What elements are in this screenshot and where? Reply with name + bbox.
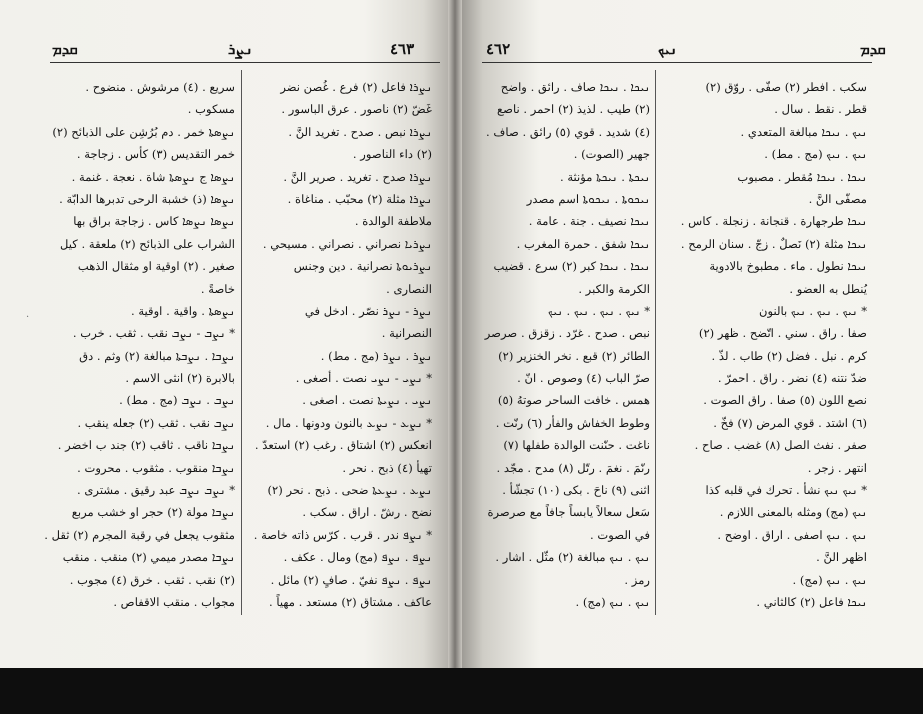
dictionary-entry-line: ܢܨܣܬܐ . واقية . اوقية . — [130, 303, 235, 318]
dictionary-entry-line: الطائر (٢) قبع . نخر الخنزير (٢) — [498, 348, 650, 363]
dictionary-entry-line: ܢܝܟܐ شفق . حمرة المغرب . — [516, 236, 650, 251]
left-page-column-divider — [241, 70, 242, 615]
right-page-column-divider — [655, 70, 656, 615]
dictionary-entry-line: ضدّ نتنه (٤) نضر . راق . احمرّ . — [717, 371, 867, 386]
dictionary-entry-line: ܢܝܟ . ܢܝܟ (مج . مط) . — [764, 147, 867, 162]
dictionary-entry-line: كرم . نبل . فضل (٢) طاب . لذّ . — [711, 348, 867, 363]
dictionary-entry-line: * ܢܨܒ - ܢܨܒ نقب . ثقب . خرب . — [72, 326, 235, 341]
dictionary-entry-line: النصرانية . — [381, 326, 432, 341]
dictionary-entry-line: قطر . نقط . سال . — [774, 102, 867, 117]
dictionary-entry-line: ܢܨܪܐ صدح . تغريد . صرير النَّ . — [283, 169, 432, 184]
dictionary-entry-line: ܢܨܣܬܐ خمر . دم بُرُشِن على الذبائح (٢) — [52, 124, 235, 139]
right-page-running-head-center: ܢܝܟ — [658, 40, 678, 58]
margin-mark: · — [26, 312, 30, 323]
book-gutter — [448, 0, 462, 668]
dictionary-entry-line: (٦) اشتد . قوي المرض (٧) فخّ . — [713, 415, 867, 430]
dictionary-entry-line: ܢܨܣܐ ܢܨܣܐ كاس . زجاجة براق بها — [73, 214, 235, 229]
dictionary-entry-line: غَضّ (٢) ناصور . عرق الباسور . — [281, 102, 432, 117]
right-page-left-column — [480, 76, 650, 613]
left-page-running-head-outer: ܩܕܡ — [52, 40, 78, 58]
right-page-number: ٤٦٢ — [486, 40, 511, 58]
right-page-right-column — [662, 76, 867, 613]
dictionary-entry-line: ناغت . حنّنت الوالدة طفلها (٧) — [503, 438, 650, 453]
dictionary-entry-line: ܢܝܟ (مج) ومثله بالمعنى اللازم . — [719, 505, 867, 520]
left-page-running-head-center: ܢܨܪ — [228, 40, 253, 58]
dictionary-entry-line: ܢܨܪܝܘܬܐ نصرانية . دين وجنس — [293, 259, 432, 274]
dictionary-entry-line: (٢) داء الناصور . — [352, 147, 432, 162]
dictionary-entry-line: ܢܝܟܐ مثلة (٢) نَصلٌ . زجّ . سنان الرمح . — [680, 236, 867, 251]
dictionary-entry-line: مجواب . منقب الاقفاص . — [113, 594, 235, 609]
dictionary-entry-line: ܢܨܪܐ نبص . صدح . تغريد النَّ . — [288, 124, 432, 139]
dictionary-entry-line: ܢܨܝ . ܢܨܝܬܐ نصت . اصغى . — [302, 393, 432, 408]
dictionary-entry-line: ܢܨܪܐ مثلة (٢) محبّب . مناغاة . — [287, 191, 432, 206]
dictionary-entry-line: ܢܝܟܐ نصيف . جنة . عامة . — [528, 214, 650, 229]
dictionary-entry-line: مثقوب يجعل في رقبة المجرم (٢) ثقل . — [44, 527, 235, 542]
dictionary-entry-line: تهيأ (٤) ذبح . نحر . — [342, 460, 432, 475]
right-page-running-head-outer: ܩܕܡ — [860, 40, 886, 58]
dictionary-entry-line: صغير . (٢) اوقية او مثقال الذهب — [77, 259, 235, 274]
dictionary-entry-line: ܢܝܟ . ܢܝܟ (مج) . — [792, 572, 867, 587]
dictionary-entry-line: (٢) نقب . ثقب . خرق (٤) مجوب . — [69, 572, 235, 587]
left-page-right-column — [247, 76, 432, 613]
dictionary-entry-line: ܢܨܦ . ܢܨܦ (مج) ومال . عكف . — [283, 550, 432, 565]
dictionary-entry-line: ܢܝܟ . ܢܝܟ (مج) . — [575, 594, 650, 609]
dictionary-entry-line: النصارى . — [386, 281, 432, 296]
dictionary-entry-line: * ܢܨܦ ندر . قرب . كرّس ذاته خاصة . — [253, 527, 432, 542]
dictionary-entry-line: ܢܝܟܐ نطول . ماء . مطبوخ بالادوية — [709, 259, 867, 274]
dictionary-entry-line: وطوط الخفاش والفأر (٦) رنّت . — [495, 415, 650, 430]
dictionary-entry-line: يُنطل به العضو . — [789, 281, 867, 296]
dictionary-entry-line: ܢܨܣܐ (ذ) خشبة الرحى تدبرها الدابّة . — [59, 191, 235, 206]
dictionary-entry-line: صفر . نفث الصل (٨) غضب . صاح . — [694, 438, 867, 453]
dictionary-entry-line: ܢܝܟܘܬܐ . ܢܝܟܘܬܐ اسم مصدر — [526, 191, 650, 206]
right-page-header-rule — [482, 62, 872, 63]
dictionary-entry-line: ܢܨܪܝܐ نصراني . نصراني . مسيحي . — [262, 236, 432, 251]
dictionary-entry-line: * ܢܨܥ - ܢܨܥ بالنون ودونها . مال . — [265, 415, 432, 430]
dictionary-entry-line: ܢܨܒܐ منقوب . مثقوب . محروت . — [77, 460, 235, 475]
dictionary-entry-line: سريع . (٤) مرشوش . منضوح . — [85, 80, 235, 94]
dictionary-entry-line: الشراب على الذبائح (٢) ملعقة . كيل — [60, 236, 235, 251]
dictionary-entry-line: جهير (الصوت) . — [573, 147, 650, 162]
dictionary-entry-line: مصفّى النَّ . — [808, 191, 867, 206]
dictionary-entry-line: عاكف . مشتاق (٢) مستعد . مهياً . — [268, 594, 432, 609]
dictionary-entry-line: صرّ الباب (٤) وصوص . انّ . — [517, 371, 650, 386]
dictionary-entry-line: * ܢܝܟ ܢܝܟ نشأ . تحرك في قلبه كذا — [705, 483, 867, 498]
dictionary-entry-line: ܢܝܟܐ فاعل (٢) كالثاني . — [756, 594, 867, 609]
dictionary-entry-line: الكرمة والكبر . — [578, 281, 650, 296]
dictionary-entry-line: سَعل سعالاً يابساً جافاً مع صرصرة — [487, 505, 650, 520]
dictionary-entry-line: ܢܨܣܐ ج ܢܨܣܬܐ شاة . نعجة . غنمة . — [71, 169, 235, 184]
dictionary-entry-line: رنّمَ . نغمَ . رتّل (٨) مدح . مجّد . — [496, 460, 650, 475]
dictionary-entry-line: ܢܝܟܬܐ . ܢܝܟܬܐ مؤنثة . — [559, 169, 650, 184]
dictionary-entry-line: مسكوب . — [187, 102, 235, 117]
dictionary-entry-line: ܢܝܟ . ܢܝܟ اصفى . اراق . اوضح . — [717, 527, 867, 542]
left-page-header-rule — [50, 62, 440, 63]
dictionary-entry-line: ملاطفة الوالدة . — [354, 214, 432, 229]
dictionary-entry-line: ܢܝܟܐ . ܢܝܟܐ صاف . رائق . واضح — [500, 80, 650, 94]
dictionary-entry-line: * ܢܨܝ - ܢܨܝ نصت . أصغى . — [295, 371, 432, 386]
dictionary-entry-line: ܢܨܒ نقب . ثقب (٢) جعله ينقب . — [77, 415, 235, 430]
scanner-bed-edge — [0, 668, 923, 714]
dictionary-entry-line: * ܢܝܟ . ܢܝܟ . ܢܝܟ بالنون — [758, 303, 867, 318]
dictionary-entry-line: ܢܨܒܐ . ܢܨܒܬܐ مبالغة (٢) وثم . دق — [79, 348, 235, 363]
dictionary-entry-line: ܢܨܦ . ܢܨܦ نفيّ . صافٍ (٢) مائل . — [270, 572, 432, 587]
dictionary-entry-line: ܢܝܟܐ . ܢܝܟܐ كبر (٢) سرع . قضيب — [493, 259, 650, 274]
left-page-number: ٤٦٣ — [390, 40, 415, 58]
dictionary-entry-line: انتهر . زجر . — [807, 460, 867, 475]
dictionary-entry-line: ܢܨܒܐ ناقب . ثاقب (٢) جند ب اخضر . — [57, 438, 235, 453]
dictionary-entry-line: رمز . — [624, 572, 650, 587]
dictionary-entry-line: ܢܨܒܐ مصدر ميمي (٢) منقب . منقب — [62, 550, 235, 565]
dictionary-entry-line: سكب . افطر (٢) صفّى . روّق (٢) — [705, 80, 867, 94]
dictionary-entry-line: (٤) شديد . قوي (٥) رائق . صاف . — [486, 124, 650, 139]
dictionary-entry-line: اظهر النَّ . — [816, 550, 867, 565]
dictionary-entry-line: * ܢܝܟ . ܢܝܟ . ܢܝܟ . ܢܝܟ — [548, 303, 650, 318]
dictionary-entry-line: همس . خافت الساحر صوتهُ (٥) — [497, 393, 650, 408]
dictionary-entry-line: ܢܝܟ . ܢܝܟ مبالغة (٢) مثّل . اشار . — [495, 550, 650, 565]
dictionary-entry-line: صفا . راق . سني . اتّضح . ظهر (٢) — [698, 326, 867, 341]
dictionary-entry-line: خمر التقديس (٣) كأس . زجاجة . — [76, 147, 235, 162]
dictionary-entry-line: ܢܨܥ . ܢܨܥܬܐ ضحى . ذبح . نحر (٢) — [267, 483, 432, 498]
dictionary-entry-line: ܢܨܪ . ܢܨܪ (مج . مط) . — [320, 348, 432, 363]
dictionary-entry-line: انعكس (٢) اشتاق . رغب (٢) استعدّ . — [254, 438, 432, 453]
dictionary-entry-line: خاصةً . — [200, 281, 235, 296]
dictionary-entry-line: ܢܨܒ . ܢܨܒ (مج . مط) . — [119, 393, 235, 408]
dictionary-entry-line: في الصوت . — [590, 527, 650, 542]
dictionary-entry-line: نبص . صدح . غرّد . زقزق . صرصر — [484, 326, 650, 341]
dictionary-entry-line: نصع اللون (٥) صفا . راق الصوت . — [703, 393, 867, 408]
dictionary-entry-line: ܢܨܪܐ فاعل (٢) فرع . غُصن نضر — [280, 80, 432, 94]
dictionary-entry-line: * ܢܨܒ ܢܨܒ عبد رقيق . مشترى . — [76, 483, 235, 498]
dictionary-entry-line: ܢܨܒܐ مولة (٢) حجر او خشب مربع — [71, 505, 235, 520]
dictionary-entry-line: ܢܝܟܐ طرجهارة . قنجانة . زنجلة . كاس . — [680, 214, 867, 229]
dictionary-entry-line: بالابرة (٢) انثى الاسم . — [125, 371, 235, 386]
left-page-left-column — [44, 76, 235, 613]
dictionary-entry-line: ܢܨܪ - ܢܨܪ نصّر . ادخل في — [304, 303, 432, 318]
dictionary-entry-line: اثنى (٩) ناحَ . بكى (١٠) تجشّأ . — [502, 483, 650, 498]
dictionary-entry-line: نضح . رشّ . اراق . سكب . — [302, 505, 432, 520]
dictionary-entry-line: ܢܝܟ . ܢܝܟܐ مبالغة المتعدي . — [740, 124, 867, 139]
dictionary-entry-line: ܢܝܟܐ . ܢܝܟܐ مُقطر . مصبوب — [737, 169, 867, 184]
dictionary-entry-line: (٢) طيب . لذيذ (٢) احمر . ناصع — [496, 102, 650, 117]
